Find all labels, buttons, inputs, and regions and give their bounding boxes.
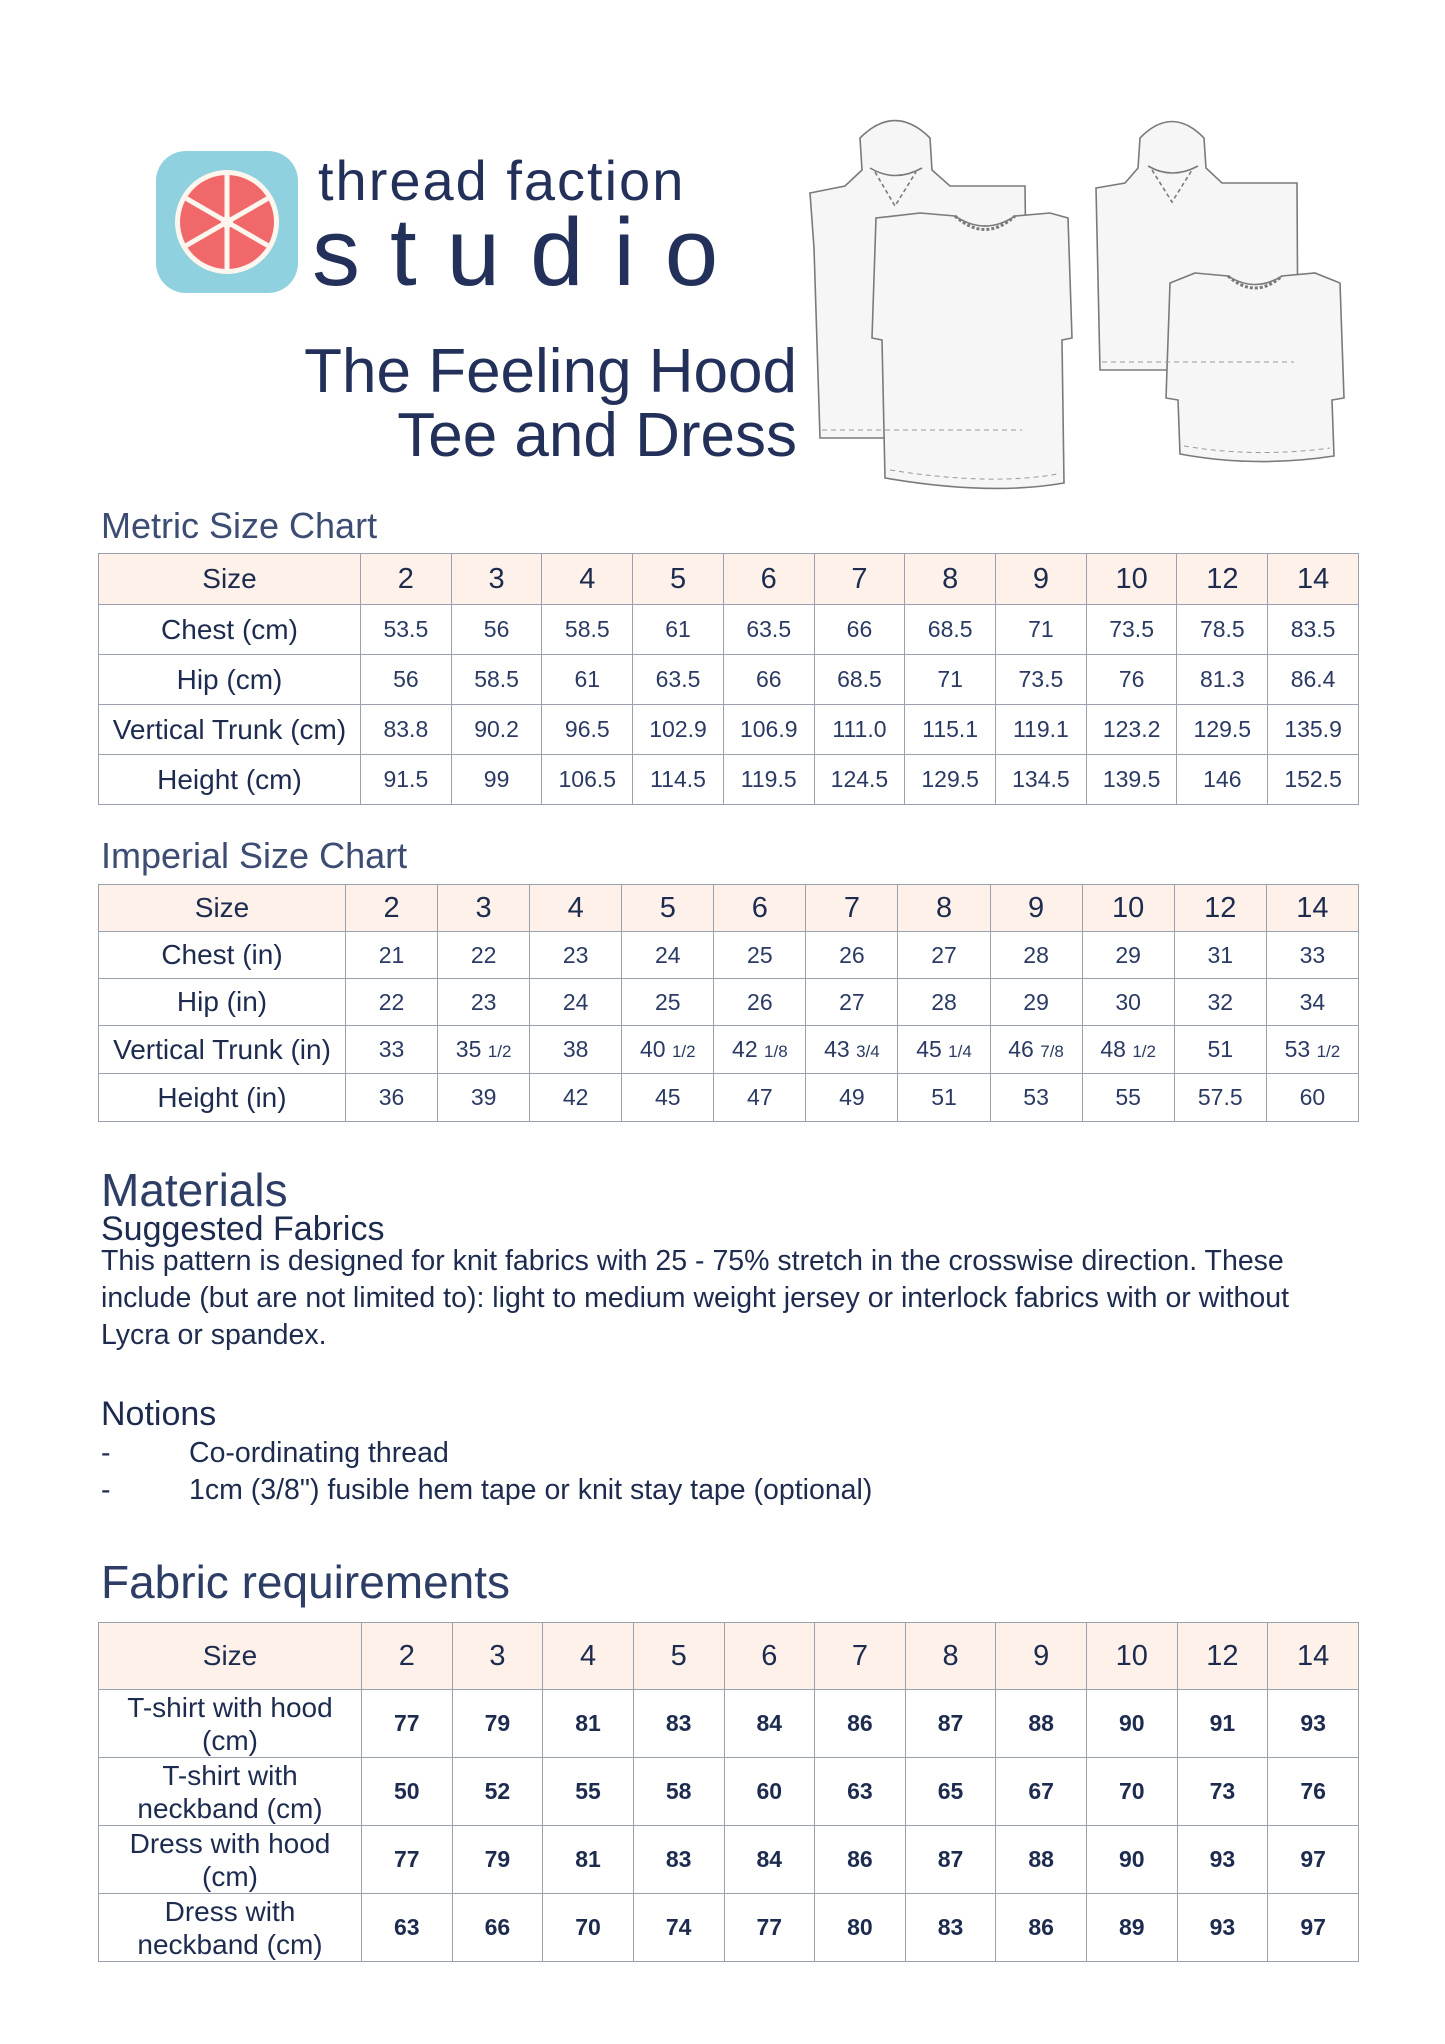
table-cell: [622, 1026, 714, 1074]
table-cell: 87: [905, 1690, 996, 1758]
size-column-header: 5: [633, 1623, 724, 1690]
table-cell: 70: [543, 1894, 634, 1962]
size-label: Size: [99, 554, 361, 605]
row-label: [99, 1894, 362, 1962]
size-column-header: 6: [714, 885, 806, 932]
size-column-header: 6: [724, 1623, 815, 1690]
row-label: Hip (in): [99, 979, 346, 1026]
table-cell: 91.5: [361, 755, 452, 805]
table-cell: 66: [723, 655, 814, 705]
table-cell: 111.0: [814, 705, 905, 755]
row-label-line-2: neckband (cm): [137, 1792, 323, 1824]
table-row: [99, 932, 1359, 979]
table-cell: 93: [1177, 1894, 1268, 1962]
table-cell: 24: [622, 932, 714, 979]
table-cell: 23: [438, 979, 530, 1026]
table-cell: 84: [724, 1826, 815, 1894]
table-cell: 47: [714, 1074, 806, 1122]
table-cell: 28: [898, 979, 990, 1026]
imperial-chart-heading: Imperial Size Chart: [101, 835, 408, 876]
table-cell: 56: [451, 605, 542, 655]
suggested-fabrics-text: This pattern is designed for knit fabrics with 25 - 75% stretch in the crosswise direction. These include (but are not limited to): light to medium weight jersey or interlock fabrics with or without Lycra or spandex.: [101, 1245, 1290, 1351]
table-cell: [1174, 1026, 1266, 1074]
table-cell: 52: [452, 1758, 543, 1826]
row-label: Height (in): [99, 1074, 346, 1122]
metric-size-table: [98, 553, 1359, 805]
table-cell: 76: [1086, 655, 1177, 705]
table-cell: 97: [1268, 1826, 1359, 1894]
table-cell: 30: [1082, 979, 1174, 1026]
table-cell: 106.5: [542, 755, 633, 805]
table-cell: [1266, 1026, 1358, 1074]
table-cell: 81: [543, 1826, 634, 1894]
whole-value: 45: [916, 1036, 942, 1062]
fraction-value: 1/8: [764, 1042, 788, 1061]
table-cell: 91: [1177, 1690, 1268, 1758]
table-cell: 115.1: [905, 705, 996, 755]
whole-value: 40: [639, 1036, 666, 1062]
table-cell: 32: [1174, 979, 1266, 1026]
table-cell: 83.8: [361, 705, 452, 755]
row-label-line-1: T-shirt with hood: [127, 1691, 333, 1723]
row-label: Chest (in): [99, 932, 346, 979]
table-cell: 33: [1266, 932, 1358, 979]
table-cell: 90: [1087, 1690, 1178, 1758]
table-row: [99, 705, 1359, 755]
table-cell: 63: [815, 1758, 906, 1826]
table-cell: 51: [898, 1074, 990, 1122]
table-cell: 63.5: [633, 655, 724, 705]
table-cell: 22: [346, 979, 438, 1026]
size-column-header: 12: [1174, 885, 1266, 932]
table-cell: 73.5: [996, 655, 1087, 705]
table-cell: 42: [530, 1074, 622, 1122]
table-cell: 73.5: [1086, 605, 1177, 655]
table-cell: 23: [530, 932, 622, 979]
table-cell: 68.5: [814, 655, 905, 705]
table-cell: 73: [1177, 1758, 1268, 1826]
table-cell: 39: [438, 1074, 530, 1122]
table-cell: 135.9: [1268, 705, 1359, 755]
table-cell: 79: [452, 1826, 543, 1894]
table-cell: 49: [806, 1074, 898, 1122]
size-column-header: 9: [996, 554, 1087, 605]
size-column-header: 10: [1082, 885, 1174, 932]
table-cell: 83: [633, 1690, 724, 1758]
table-cell: [714, 1026, 806, 1074]
size-column-header: 12: [1177, 554, 1268, 605]
table-cell: 58: [633, 1758, 724, 1826]
size-column-header: 2: [362, 1623, 453, 1690]
table-cell: 29: [990, 979, 1082, 1026]
table-row: [99, 605, 1359, 655]
size-column-header: 2: [346, 885, 438, 932]
fabric-requirements-table: [98, 1622, 1359, 1962]
neckband-tee-small-icon: [1166, 273, 1344, 462]
table-cell: 55: [1082, 1074, 1174, 1122]
row-label-line-2: (cm): [202, 1860, 258, 1892]
table-cell: 77: [362, 1826, 453, 1894]
table-cell: 88: [996, 1826, 1087, 1894]
whole-value: 46: [1008, 1036, 1034, 1062]
table-cell: 28: [990, 932, 1082, 979]
table-header-row: [99, 554, 1359, 605]
table-cell: 89: [1087, 1894, 1178, 1962]
size-column-header: 9: [990, 885, 1082, 932]
brand-name-bottom: studio: [312, 199, 749, 306]
table-cell: 76: [1268, 1758, 1359, 1826]
size-column-header: 10: [1086, 554, 1177, 605]
table-cell: 56: [361, 655, 452, 705]
fraction-value: 1/2: [1316, 1042, 1341, 1061]
table-cell: [1082, 1026, 1174, 1074]
table-cell: 80: [815, 1894, 906, 1962]
metric-chart-heading: Metric Size Chart: [101, 505, 378, 546]
table-cell: 129.5: [1177, 705, 1268, 755]
row-label-line-1: T-shirt with: [162, 1759, 298, 1791]
table-cell: 26: [714, 979, 806, 1026]
size-column-header: 14: [1268, 554, 1359, 605]
brand-name-top: thread faction: [318, 149, 686, 212]
table-cell: 53.5: [361, 605, 452, 655]
table-cell: 58.5: [542, 605, 633, 655]
table-cell: 22: [438, 932, 530, 979]
whole-value: 38: [562, 1036, 589, 1062]
table-cell: 67: [996, 1758, 1087, 1826]
size-column-header: 3: [451, 554, 542, 605]
table-cell: [346, 1026, 438, 1074]
size-column-header: 4: [542, 554, 633, 605]
table-cell: 152.5: [1268, 755, 1359, 805]
table-cell: 61: [542, 655, 633, 705]
size-column-header: 5: [633, 554, 724, 605]
table-cell: 83: [633, 1826, 724, 1894]
table-cell: 78.5: [1177, 605, 1268, 655]
table-row: [99, 755, 1359, 805]
table-cell: 134.5: [996, 755, 1087, 805]
size-column-header: 2: [361, 554, 452, 605]
table-cell: 36: [346, 1074, 438, 1122]
table-cell: 66: [814, 605, 905, 655]
table-row: [99, 655, 1359, 705]
neckband-tee-large-icon: [872, 213, 1072, 488]
grapefruit-logo-icon: [156, 151, 298, 293]
table-cell: 83: [905, 1894, 996, 1962]
size-column-header: 12: [1177, 1623, 1268, 1690]
garment-illustration: [800, 108, 1360, 498]
size-column-header: 14: [1268, 1623, 1359, 1690]
table-cell: 26: [806, 932, 898, 979]
table-cell: 65: [905, 1758, 996, 1826]
size-column-header: 4: [530, 885, 622, 932]
row-label: [99, 1826, 362, 1894]
whole-value: 43: [824, 1036, 850, 1062]
table-header-row: [99, 1623, 1359, 1690]
table-row: [99, 1826, 1359, 1894]
table-cell: 99: [451, 755, 542, 805]
table-cell: 55: [543, 1758, 634, 1826]
table-cell: 86.4: [1268, 655, 1359, 705]
size-column-header: 7: [806, 885, 898, 932]
whole-value: 35: [455, 1036, 482, 1062]
table-cell: 90: [1087, 1826, 1178, 1894]
notion-item: [101, 1474, 872, 1507]
size-column-header: 6: [723, 554, 814, 605]
table-cell: 53: [990, 1074, 1082, 1122]
table-cell: 102.9: [633, 705, 724, 755]
table-cell: 27: [806, 979, 898, 1026]
table-cell: 50: [362, 1758, 453, 1826]
table-row: [99, 979, 1359, 1026]
table-cell: 74: [633, 1894, 724, 1962]
table-cell: 123.2: [1086, 705, 1177, 755]
table-cell: 79: [452, 1690, 543, 1758]
size-column-header: 8: [905, 554, 996, 605]
size-column-header: 7: [814, 554, 905, 605]
fraction-value: 1/2: [1132, 1042, 1156, 1061]
table-cell: 45: [622, 1074, 714, 1122]
size-column-header: 5: [622, 885, 714, 932]
table-cell: 71: [905, 655, 996, 705]
title-line-2: Tee and Dress: [397, 401, 797, 470]
row-label: Height (cm): [99, 755, 361, 805]
fraction-value: 3/4: [856, 1042, 880, 1061]
table-cell: 29: [1082, 932, 1174, 979]
table-row: [99, 1690, 1359, 1758]
table-cell: 119.1: [996, 705, 1087, 755]
table-cell: 84: [724, 1690, 815, 1758]
notion-item: [101, 1437, 449, 1470]
whole-value: 42: [732, 1036, 758, 1062]
row-label-line-2: (cm): [202, 1724, 258, 1756]
table-header-row: [99, 885, 1359, 932]
notions-heading: Notions: [101, 1395, 217, 1433]
whole-value: 48: [1100, 1036, 1126, 1062]
table-cell: 24: [530, 979, 622, 1026]
table-cell: 57.5: [1174, 1074, 1266, 1122]
row-label: Hip (cm): [99, 655, 361, 705]
table-cell: 146: [1177, 755, 1268, 805]
table-cell: 60: [1266, 1074, 1358, 1122]
size-column-header: 8: [898, 885, 990, 932]
table-cell: 27: [898, 932, 990, 979]
row-label: [99, 1690, 362, 1758]
size-column-header: 9: [996, 1623, 1087, 1690]
table-cell: [438, 1026, 530, 1074]
title-line-1: The Feeling Hood: [304, 337, 797, 406]
fraction-value: 1/4: [948, 1042, 972, 1061]
table-cell: 34: [1266, 979, 1358, 1026]
whole-value: 51: [1207, 1036, 1234, 1062]
table-cell: 129.5: [905, 755, 996, 805]
suggested-fabrics-heading: Suggested Fabrics: [101, 1210, 385, 1248]
table-cell: 88: [996, 1690, 1087, 1758]
table-cell: 86: [996, 1894, 1087, 1962]
table-cell: 77: [724, 1894, 815, 1962]
table-cell: 93: [1268, 1690, 1359, 1758]
table-cell: [898, 1026, 990, 1074]
notion-text: Co-ordinating thread: [189, 1437, 449, 1469]
row-label: Chest (cm): [99, 605, 361, 655]
table-cell: 21: [346, 932, 438, 979]
table-row: [99, 1758, 1359, 1826]
table-cell: 124.5: [814, 755, 905, 805]
size-column-header: 10: [1087, 1623, 1178, 1690]
row-label-line-1: Dress with: [164, 1895, 296, 1927]
table-cell: 31: [1174, 932, 1266, 979]
table-cell: 81.3: [1177, 655, 1268, 705]
table-cell: 106.9: [723, 705, 814, 755]
table-cell: 60: [724, 1758, 815, 1826]
whole-value: 33: [378, 1036, 405, 1062]
size-column-header: 3: [438, 885, 530, 932]
table-cell: 63: [362, 1894, 453, 1962]
table-cell: 77: [362, 1690, 453, 1758]
table-cell: 71: [996, 605, 1087, 655]
table-cell: 58.5: [451, 655, 542, 705]
table-row: [99, 1894, 1359, 1962]
size-column-header: 4: [543, 1623, 634, 1690]
imperial-size-table: [98, 884, 1359, 1122]
table-cell: [806, 1026, 898, 1074]
row-label: Vertical Trunk (cm): [99, 705, 361, 755]
size-column-header: 7: [815, 1623, 906, 1690]
fraction-value: 1/2: [487, 1042, 512, 1061]
size-column-header: 8: [905, 1623, 996, 1690]
table-cell: 86: [815, 1690, 906, 1758]
fraction-value: 7/8: [1040, 1042, 1064, 1061]
table-cell: [990, 1026, 1082, 1074]
size-label: Size: [99, 1623, 362, 1690]
table-row: [99, 1074, 1359, 1122]
row-label-line-1: Dress with hood: [129, 1827, 331, 1859]
table-cell: 68.5: [905, 605, 996, 655]
table-cell: 81: [543, 1690, 634, 1758]
table-cell: 86: [815, 1826, 906, 1894]
table-row: [99, 1026, 1359, 1074]
table-cell: 97: [1268, 1894, 1359, 1962]
list-dash: -: [101, 1437, 111, 1469]
size-column-header: 3: [452, 1623, 543, 1690]
whole-value: 53: [1284, 1036, 1311, 1062]
table-cell: 70: [1087, 1758, 1178, 1826]
table-cell: 83.5: [1268, 605, 1359, 655]
row-label: Vertical Trunk (in): [99, 1026, 346, 1074]
fraction-value: 1/2: [671, 1042, 696, 1061]
table-cell: 25: [714, 932, 806, 979]
materials-heading: Materials: [101, 1164, 288, 1216]
table-cell: 139.5: [1086, 755, 1177, 805]
list-dash: -: [101, 1474, 111, 1506]
table-cell: 114.5: [633, 755, 724, 805]
table-cell: 61: [633, 605, 724, 655]
table-cell: 87: [905, 1826, 996, 1894]
pattern-title: [304, 337, 797, 470]
row-label: [99, 1758, 362, 1826]
row-label-line-2: neckband (cm): [137, 1928, 323, 1960]
notion-text: 1cm (3/8") fusible hem tape or knit stay tape (optional): [189, 1474, 873, 1506]
table-cell: 96.5: [542, 705, 633, 755]
table-cell: 63.5: [723, 605, 814, 655]
table-cell: 25: [622, 979, 714, 1026]
table-cell: [530, 1026, 622, 1074]
table-cell: 66: [452, 1894, 543, 1962]
table-cell: 119.5: [723, 755, 814, 805]
size-label: Size: [99, 885, 346, 932]
table-cell: 90.2: [451, 705, 542, 755]
size-column-header: 14: [1266, 885, 1358, 932]
table-cell: 93: [1177, 1826, 1268, 1894]
fabric-requirements-heading: Fabric requirements: [101, 1556, 511, 1608]
